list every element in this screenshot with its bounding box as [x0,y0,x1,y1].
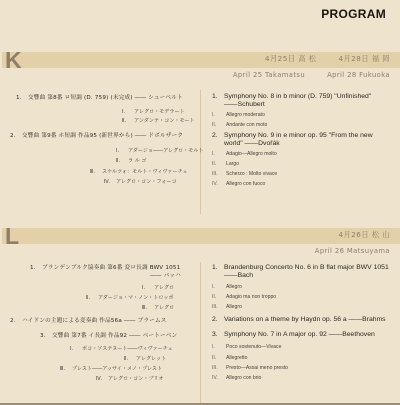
jp-movement: Ⅲ. プレスト――アッサイ・メノ・プレスト [60,366,163,372]
jp-work-2-title: 2. 交響曲 第9番 ホ短調 作品95 (新世界から) ―― ドボルザーク [10,133,184,139]
en-work-1-composer: ――Bach [224,272,254,279]
jp-movement: Ⅰ. アダージョ――アレグロ・モルト [116,148,204,154]
en-work-1-title: 1. Symphony No. 8 in b minor (D. 759) "Unfinished" [212,93,372,100]
en-movement: II. Adagio ma non troppo [212,294,277,300]
en-movement: I. Allegro moderato [212,112,265,118]
date-en-1: April 25 Takamatsu [232,71,306,79]
jp-movement: Ⅲ. アレグロ [142,305,175,311]
jp-movement: Ⅱ. アレグレット [124,356,167,362]
en-movement: II. Allegretto [212,355,248,361]
section-k-letter: K [5,47,22,73]
jp-movement: Ⅳ. アレグロ・コン・ブリオ [96,376,164,382]
jp-work-2-title: 2. ハイドンの主題による変奏曲 作品56a ―― ブラームス [10,318,167,324]
jp-movement: Ⅱ. ラ ル ゴ [116,158,147,164]
column-divider [200,262,201,405]
section-l [0,223,400,403]
en-movement: I. Poco sostenuto—Vivace [212,344,282,350]
en-work-1-composer: ――Schubert [224,101,265,108]
date-jp-2: 4月28日 福 岡 [338,54,390,63]
date-jp-1: 4月25日 高 松 [264,54,317,63]
en-movement: III. Scherzo : Molto vivace [212,171,278,177]
en-work-3-title: 3. Symphony No. 7 in A major op. 92 ――Beethoven [212,331,375,338]
jp-work-1-title: 1. ブランデンブルク協奏曲 第6番 変ロ長調 BWV 1051 [30,265,181,271]
section-k-date-en [211,71,390,79]
section-k [0,47,400,212]
en-work-2-title-cont: world" ――Dvořák [224,140,280,147]
jp-work-3-title: 3. 交響曲 第7番 イ長調 作品92 ―― ベートーベン [40,333,178,339]
jp-movement: Ⅲ. スケルツォ：モルト・ヴィヴァーチェ [90,169,188,175]
section-l-letter: L [5,223,20,249]
jp-movement: Ⅰ. ポコ・ソステヌート――ヴィヴァーチェ [70,346,173,352]
en-movement: I. Adagio—Allegro molto [212,151,277,157]
section-l-date-jp: 4月26日 松 山 [338,230,390,239]
en-work-2-title: 2. Variations on a theme by Haydn op. 56 a ――Brahms [212,316,386,323]
en-movement: III. Presto—Assai meno presto [212,365,289,371]
en-work-2-title: 2. Symphony No. 9 in e minor op. 95 "From the new [212,132,373,139]
section-k-date-jp [243,54,390,64]
en-movement: III. Allegro [212,304,242,310]
en-movement: IV. Allegro con fuoco [212,181,266,187]
jp-movement: Ⅳ. アレグロ・コン・フォーコ [104,179,177,185]
jp-movement: Ⅰ. アレグロ・モデラート [122,109,185,115]
jp-movement: Ⅱ. アダージョ・マ・ノン・トロッポ [86,295,174,301]
date-en-2: April 28 Fukuoka [327,71,390,79]
en-movement: II. Andante con moto [212,122,268,128]
jp-movement: Ⅱ. アンダンテ・コン・モート [122,118,195,124]
jp-movement: Ⅰ. アレグロ [142,285,175,291]
en-work-1-title: 1. Brandenburg Concerto No. 6 in B flat major BWV 1051 [212,264,389,271]
en-movement: IV. Allegro con brio [212,375,262,381]
jp-work-1-composer: ―― バッハ [150,273,181,279]
en-movement: II. Largo [212,161,240,167]
en-movement: I. Allegro [212,284,242,290]
page-header: PROGRAM [321,7,386,21]
jp-work-1-title: 1. 交響曲 第8番 ロ短調 (D. 759) (未完成) ―― シューベルト [16,95,183,101]
section-l-date-en: April 26 Matsuyama [314,247,390,255]
